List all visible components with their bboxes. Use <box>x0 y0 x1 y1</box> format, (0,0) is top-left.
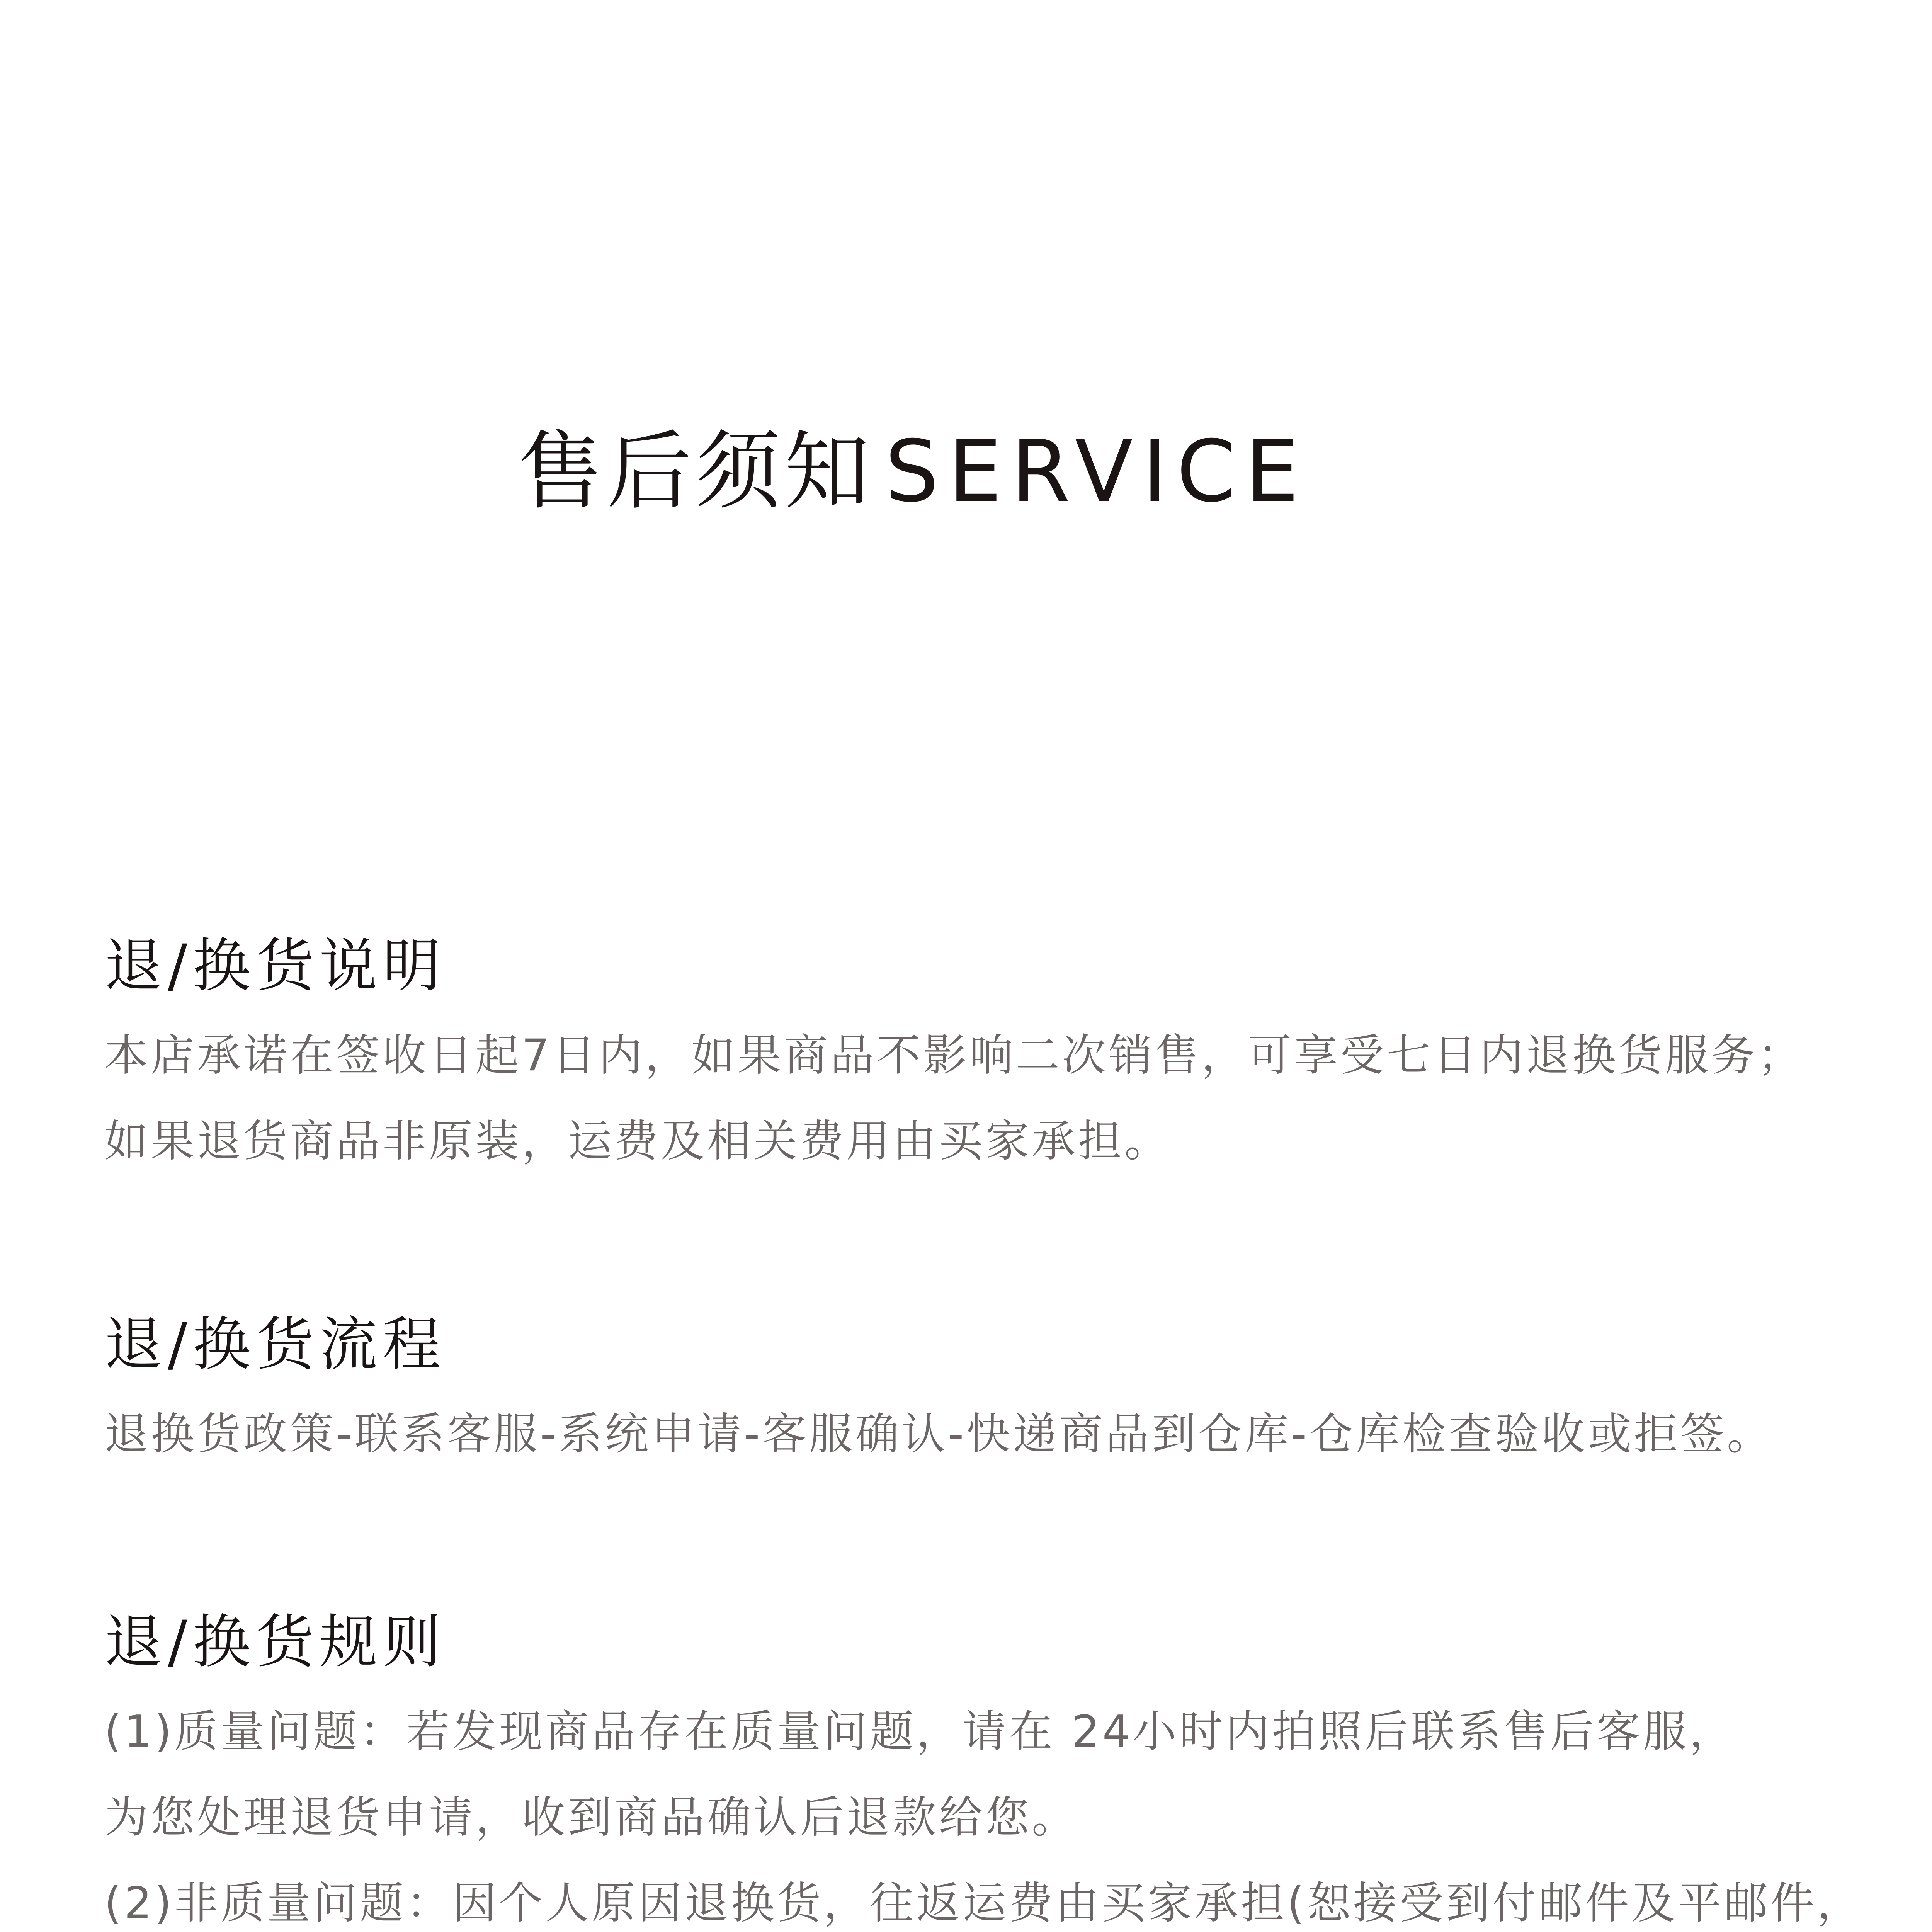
section-text-line: 退换货政策-联系客服-系统申请-客服确认-快递商品到仓库-仓库检查验收或拒签。 <box>104 1408 1773 1459</box>
section-text-line: 如果退货商品非原装，运费及相关费用由买家承担。 <box>104 1116 1171 1167</box>
page-title-cn: 售后须知 <box>518 422 874 521</box>
return-exchange-rules-section <box>104 1604 1882 1932</box>
return-exchange-process-section <box>104 1306 1882 1477</box>
section-heading: 退/换货规则 <box>104 1609 446 1676</box>
return-exchange-description-section <box>104 927 1882 1184</box>
page-title <box>518 410 1308 533</box>
section-text-line: (2)非质量问题：因个人原因退换货，往返运费由买家承担(恕接受到付邮件及平邮件， <box>104 1878 1864 1929</box>
section-heading: 退/换货流程 <box>104 1311 446 1378</box>
page-title-en: SERVICE <box>885 422 1308 521</box>
section-text-line: 为您处理退货申请，收到商品确认后退款给您。 <box>104 1792 1078 1843</box>
section-heading: 退/换货说明 <box>104 932 446 1000</box>
section-text-line: 本店承诺在签收日起7日内，如果商品不影响二次销售，可享受七日内退换货服务； <box>104 1030 1804 1081</box>
section-text-line: (1)质量问题：若发现商品存在质量问题，请在 24小时内拍照后联系售后客服， <box>104 1706 1736 1757</box>
